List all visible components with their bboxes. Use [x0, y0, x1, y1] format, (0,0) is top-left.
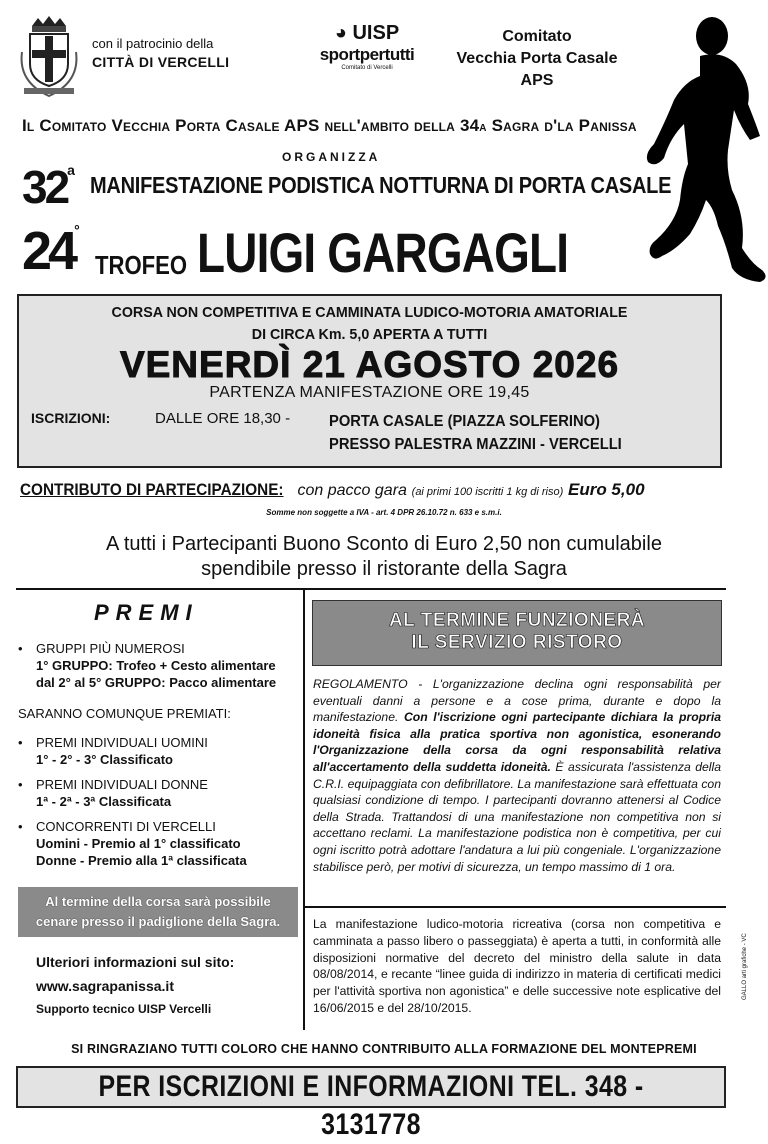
patrocinio-city: CITTÀ DI VERCELLI: [92, 54, 230, 70]
iscrizioni-time: DALLE ORE 18,30 -: [155, 410, 291, 427]
column-divider: [303, 590, 305, 1030]
supporto-tecnico: Supporto tecnico UISP Vercelli: [36, 1002, 212, 1016]
printer-credit: GALLO arti grafiche - VC: [742, 933, 748, 1000]
trofeo-label: TROFEO: [95, 250, 188, 280]
divider: [16, 588, 726, 590]
intro-line: Il Comitato Vecchia Porta Casale APS nell'ambito della 34$^a$ Sagra d'la Panissa: [22, 116, 637, 135]
site-link[interactable]: www.sagrapanissa.it: [36, 978, 174, 994]
buono-sconto: A tutti i Partecipanti Buono Sconto di Euro 2,50 non cumulabile spendibile presso il ristorante della Sagra: [106, 533, 662, 580]
event-description: CORSA NON COMPETITIVA E CAMMINATA LUDICO-MOTORIA AMATORIALE DI CIRCA Km. 5,0 APERTA A TUTTI: [111, 304, 628, 343]
saranno-label: SARANNO COMUNQUE PREMIATI:: [18, 706, 231, 721]
ludico-motoria-text: La manifestazione ludico-motoria ricreativa (corsa non competitiva e camminata a passo libero o passeggiata) è aperta a tutti, in conformità alle disposizioni normative del decreto del ministro della salute in data 08/08/2014, e recante “linee guida di indirizzo in materia di certificati medici per l'attività sportiva non agonistica” e delle successive note esplicative del 16/06/2015 e del 28/10/2015.: [313, 917, 721, 1015]
list-item: • PREMI INDIVIDUALI UOMINI 1° - 2° - 3° Classificato: [18, 734, 298, 768]
cena-box: Al termine della corsa sarà possibile cenare presso il padiglione della Sagra.: [18, 887, 298, 937]
uisp-logo: [312, 22, 422, 71]
vercelli-crest-icon: [18, 12, 80, 102]
list-item: • GRUPPI PIÙ NUMEROSI 1° GRUPPO: Trofeo + Cesto alimentare dal 2° al 5° GRUPPO: Pacco alimentare: [18, 640, 298, 691]
contributo-line: CONTRIBUTO DI PARTECIPAZIONE: con pacco gara (ai primi 100 iscritti 1 kg di riso) Euro 5,00: [20, 480, 645, 499]
phone-box: [16, 1066, 726, 1141]
iscrizioni-label: ISCRIZIONI:: [31, 410, 111, 426]
comitato-name: Comitato Vecchia Porta Casale APS: [456, 28, 618, 89]
uisp-tagline: sportpertutti: [319, 45, 415, 64]
event-info-box: [17, 294, 722, 468]
patrocinio-line1: con il patrocinio della: [92, 36, 214, 51]
trophy-name: LUIGI GARGAGLI: [197, 221, 569, 284]
info-section: Ulteriori informazioni sul sito: www.sagrapanissa.it: [36, 950, 234, 998]
regolamento-text: REGOLAMENTO - L'organizzazione declina ogni responsabilità per eventuali danni a persone e a cose prima, durante e dopo la manifestazione. Con l'iscrizione ogni partecipante dichiara la propria idoneità fisica alla pratica sportiva non agonistica, esonerando l'Organizzazione della corsa da ogni responsabilità relativa all'accertamento della suddetta idoneità. È assicurata l'assistenza della C.R.I. equipaggiata con defibrillatore. La manifestazione sarà effettuata con qualsiasi condizione di tempo. I partecipanti dovranno attenersi al Codice della Strada. Trattandosi di una manifestazione non competitiva non si accettano reclami. La manifestazione podistica non è competitiva, per cui ogni iscritto potrà adottare l'andatura a lui più congeniale. L'organizzazione stabilisce però, per motivi di sicurezza, un tempo massimo di 1 ora.: [313, 677, 721, 874]
premi-list: [18, 640, 298, 877]
ristoro-box: AL TERMINE FUNZIONERÀ IL SERVIZIO RISTORO: [312, 600, 722, 666]
event-start: PARTENZA MANIFESTAZIONE ORE 19,45: [209, 384, 530, 401]
premi-title: PREMI: [94, 600, 199, 625]
uisp-swirl-icon: ◕: [334, 22, 347, 44]
list-item: • PREMI INDIVIDUALI DONNE 1ª - 2ª - 3ª Classificata: [18, 776, 298, 810]
edition-number: 32$^a$: [22, 161, 72, 213]
uisp-sub: Comitato di Vercelli: [341, 65, 393, 71]
list-item: • CONCORRENTI DI VERCELLI Uomini - Premio al 1° classificato Donne - Premio alla 1ª classificata: [18, 818, 298, 869]
uisp-name: ◕ UISP: [334, 22, 400, 44]
trofeo-number: 24°: [22, 221, 76, 281]
iva-note: Somme non soggette a IVA - art. 4 DPR 26.10.72 n. 633 e s.m.i.: [266, 508, 502, 517]
organizza-label: ORGANIZZA: [282, 150, 381, 164]
divider: [305, 906, 726, 908]
patrocinio: [92, 34, 229, 72]
phone-line: PER ISCRIZIONI E INFORMAZIONI TEL. 348 - 3131778: [98, 1070, 644, 1141]
event-date: VENERDÌ 21 AGOSTO 2026: [119, 344, 620, 385]
iscrizioni-location: PORTA CASALE (PIAZZA SOLFERINO) PRESSO PALESTRA MAZZINI - VERCELLI: [329, 413, 622, 453]
manifestazione-title: MANIFESTAZIONE PODISTICA NOTTURNA DI PORTA CASALE: [90, 172, 672, 198]
ringraziamenti: SI RINGRAZIANO TUTTI COLORO CHE HANNO CONTRIBUITO ALLA FORMAZIONE DEL MONTEPREMI: [71, 1042, 697, 1056]
